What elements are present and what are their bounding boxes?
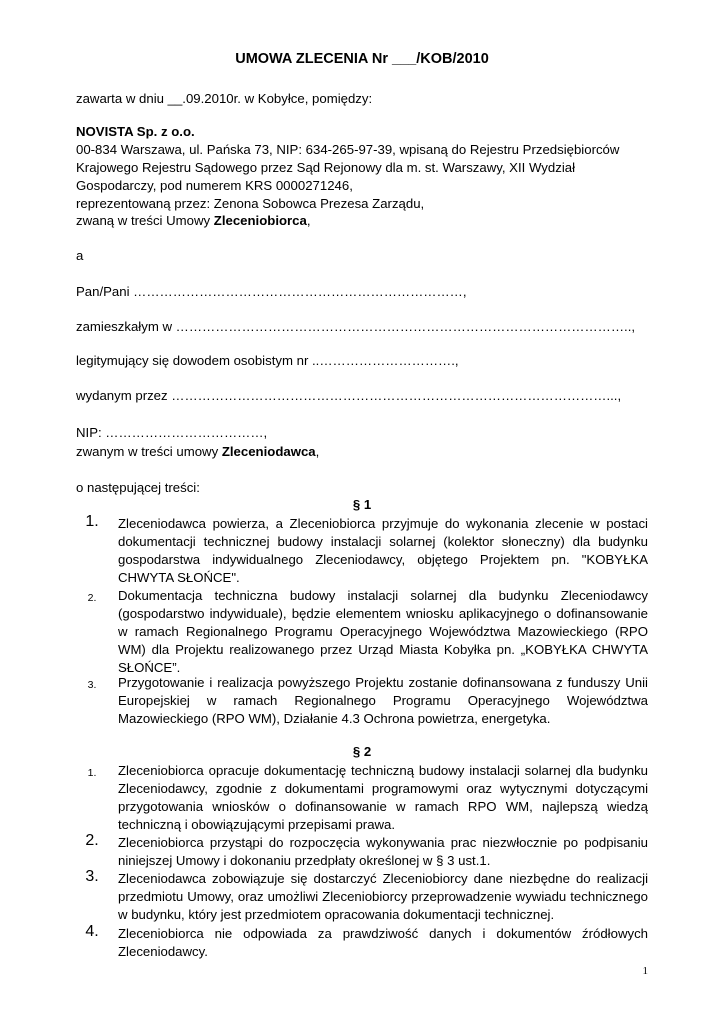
- section-1-item: [76, 674, 648, 728]
- party1-role-line: zwaną w treści Umowy Zleceniobiorca,: [76, 213, 311, 228]
- item-text: Zleceniobiorca opracuje dokumentację techniczną budowy instalacji solarnej dla budynku Zleceniodawcy, zgodnie z dokumentami programowymi oraz wytycznymi dotyczącymi przygotowania wniosków o dofinansowanie w ramach RPO WM, najlepszą wiedzą techniczną i obowiązującymi przepisami prawa.: [118, 763, 648, 832]
- item-number: 2.: [85, 832, 99, 849]
- item-number: 4.: [85, 923, 99, 940]
- item-number: 3.: [85, 868, 99, 885]
- party1-address: 00-834 Warszawa, ul. Pańska 73, NIP: 634-265-97-39, wpisaną do Rejestru Przedsiębiorców: [76, 142, 620, 157]
- party2-role-line: zwanym w treści umowy Zleceniodawca,: [76, 444, 320, 459]
- document-title: UMOWA ZLECENIA Nr ___/KOB/2010: [235, 51, 489, 67]
- conjunction: a: [76, 248, 84, 263]
- section-2-item: [76, 925, 648, 961]
- item-text: Zleceniobiorca nie odpowiada za prawdziwość danych i dokumentów źródłowych Zleceniodawcy.: [118, 926, 648, 959]
- party2-nip-field: NIP: ………………………………,: [76, 425, 268, 440]
- item-number: 1.: [85, 513, 99, 530]
- party1-registry: Krajowego Rejestru Sądowego przez Sąd Rejonowy dla m. st. Warszawy, XII Wydział: [76, 160, 576, 175]
- party1-krs: Gospodarczy, pod numerem KRS 0000271246,: [76, 178, 353, 193]
- item-text: Przygotowanie i realizacja powyższego Projektu zostanie dofinansowana z funduszy Unii Europejskiej w ramach Regionalnego Programu Operacyjnego Województwa Mazowieckiego (RPO WM), Działanie 4.3 Ochrona powietrza, energetyka.: [118, 675, 648, 726]
- section-1-heading: § 1: [352, 497, 372, 512]
- party1-representative: reprezentowaną przez: Zenona Sobowca Prezesa Zarządu,: [76, 196, 425, 211]
- party2-role: Zleceniodawca: [221, 444, 316, 459]
- party2-issuer-field: wydanym przez ………………………………………………………………………………………...,: [76, 388, 622, 403]
- section-2-item: [76, 762, 648, 834]
- party2-address-field: zamieszkałym w …………………………………………………………………………………………..,: [76, 319, 636, 334]
- page-number: 1: [642, 965, 648, 977]
- item-text: Dokumentacja techniczna budowy instalacji solarnej dla budynku Zleceniodawcy (gospodarstwo indywiduale), będzie elementem wniosku aplikacyjnego o dofinansowanie w ramach Regionalnego Programu Operacyjnego Województwa Mazowieckiego (RPO WM) dla Projektu realizowanego przez Urząd Miasta Kobyłka pn. „KOBYŁKA CHWYTA SŁOŃCE”.: [118, 588, 648, 675]
- party2-name-field: Pan/Pani …………………………………………………………………,: [76, 284, 467, 299]
- item-number: 3.: [87, 679, 97, 691]
- section-2-item: [76, 834, 648, 870]
- party2-id-field: legitymujący się dowodem osobistym nr ..………………………….,: [76, 353, 459, 368]
- section-1-item: [76, 515, 648, 587]
- intro-line: zawarta w dniu __.09.2010r. w Kobyłce, pomiędzy:: [76, 91, 373, 106]
- item-text: Zleceniobiorca przystąpi do rozpoczęcia wykonywania prac niezwłocznie po podpisaniu niniejszej Umowy i dokonaniu przedpłaty określonej w § 3 ust.1.: [118, 835, 648, 868]
- party1-name: NOVISTA Sp. z o.o.: [76, 124, 195, 139]
- section-1-item: [76, 587, 648, 677]
- section-2-heading: § 2: [352, 744, 372, 759]
- item-number: 1.: [87, 767, 97, 779]
- section-2-item: [76, 870, 648, 924]
- party1-role: Zleceniobiorca: [213, 213, 307, 228]
- item-text: Zleceniodawca zobowiązuje się dostarczyć Zleceniobiorcy dane niezbędne do realizacji przedmiotu Umowy, oraz umożliwi Zleceniobiorcy przeprowadzenie wywiadu technicznego w budynku, który jest przedmiotem opracowania dokumentacji technicznej.: [118, 871, 648, 922]
- item-text: Zleceniodawca powierza, a Zleceniobiorca przyjmuje do wykonania zlecenie w postaci dokumentacji technicznej budowy instalacji solarnej (kolektor słoneczny) dla budynku gospodarstwa indywidualnego Zleceniodawcy, objętego Projektem pn. "KOBYŁKA CHWYTA SŁOŃCE".: [118, 516, 648, 585]
- item-number: 2.: [87, 592, 97, 604]
- lead-line: o następującej treści:: [76, 480, 200, 495]
